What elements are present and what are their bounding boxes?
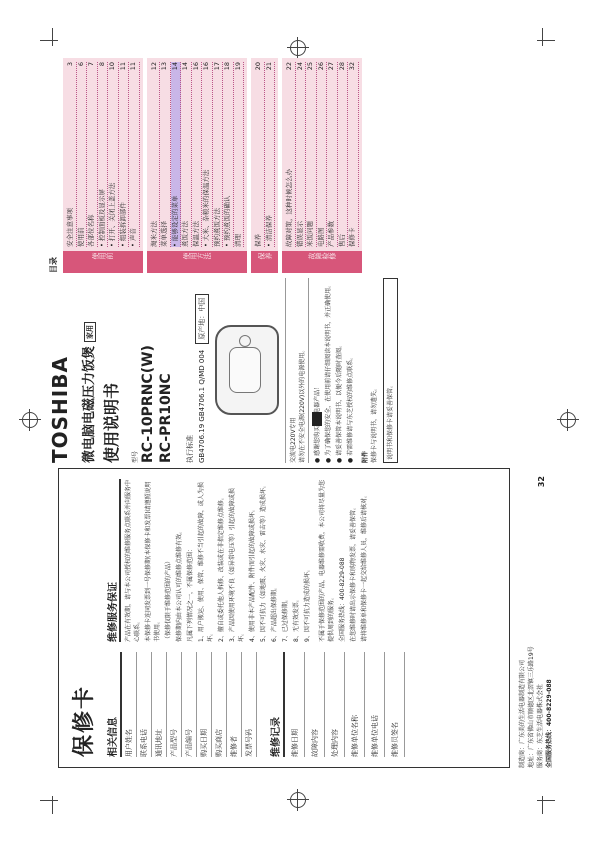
exclusion-item: 8、无有效发票。 <box>293 596 300 642</box>
contents-page-number: 24 <box>295 62 304 71</box>
contents-row <box>87 62 98 247</box>
record-field: 维修单位电话 <box>365 652 385 757</box>
contents-label: • 组装拆卸部件 <box>118 202 127 247</box>
section-tab: 使用方法 <box>147 251 248 273</box>
contents-row <box>327 62 338 247</box>
exclusion-item: 5、因不可抗力（如地震、火灾、水灾、雷击等）造成损坏。 <box>260 482 267 642</box>
contents-label: 安全注意事项 <box>66 208 74 247</box>
contents-label: 保修卡 <box>348 227 356 247</box>
contents-page-number: 27 <box>327 62 335 71</box>
service-heading: 维修服务保证 <box>104 479 121 642</box>
contents-page-number: 17 <box>212 62 221 71</box>
contents-label: 产品参数 <box>327 221 335 247</box>
contents-page-number: 11 <box>129 62 137 71</box>
record-heading: 维修记录 <box>267 652 285 757</box>
contents-label: 淘米方法 <box>149 221 158 247</box>
contents-label: 预约煮饭方法 <box>212 208 221 247</box>
exclusion-item: 6、产品超出保修期。 <box>271 584 278 642</box>
exclusion-item: 2、擅自或委托他人拆修、改装或在非指定维修点维修。 <box>218 494 225 642</box>
exclusion-item: 7、已过保修期。 <box>282 596 289 642</box>
contents-page-number: 28 <box>337 62 346 71</box>
contents-row <box>192 62 203 247</box>
product-name: 微电脑电磁压力饭煲 <box>82 345 97 463</box>
info-field: 产品编号 <box>182 652 197 757</box>
contents-row <box>98 62 109 247</box>
contents-row <box>265 62 276 247</box>
contents-label: 各部位名称 <box>87 214 95 247</box>
info-field: 购买商店 <box>212 652 227 757</box>
contents-section <box>147 58 248 273</box>
warranty-page <box>48 468 553 788</box>
section-items <box>251 58 278 251</box>
contents-list <box>63 58 362 273</box>
section-tab: 保养 <box>251 251 278 273</box>
contents-section <box>282 58 362 273</box>
contents-row <box>150 62 161 247</box>
contents-label: • 声音 <box>129 228 137 247</box>
info-field: 联系电话 <box>137 652 152 757</box>
crop-mark <box>537 800 555 801</box>
record-field: 处理内容 <box>325 652 345 757</box>
registration-mark-icon <box>290 40 306 56</box>
registration-mark-icon <box>290 792 306 808</box>
page-number: 32 <box>537 476 546 488</box>
service-note: 全国服务热线：400-8229-088 <box>339 557 346 642</box>
cooker-button <box>239 336 251 348</box>
model-label: 型号 <box>132 450 139 463</box>
contents-page-number: 26 <box>316 62 325 71</box>
cooker-lid <box>229 348 261 394</box>
info-field: 产品型号 <box>167 652 182 757</box>
contents-page-number: 21 <box>264 62 273 71</box>
origin-badge: 原产地：中国 <box>195 294 209 344</box>
contents-row <box>66 62 77 247</box>
standard-value <box>195 278 209 463</box>
rice-cooker-image <box>215 326 279 416</box>
contents-page-number: 20 <box>254 62 262 71</box>
contents-row <box>254 62 265 247</box>
manufacturer-line: 地址：广东省佛山市顺德区北滘镇三乐路19号 <box>528 646 535 768</box>
product-title <box>78 278 97 463</box>
exclusion-item: 4、使用非本产品配件、附件而引起的故障或损坏。 <box>249 506 256 642</box>
contents-label: • 打开、关闭上盖方法 <box>108 182 116 247</box>
contents-label: • 能够设定的菜单 <box>170 195 179 247</box>
contents-label: 电路图 <box>316 227 325 247</box>
service-paragraph: （保修仅限于维修范围的产品） <box>165 557 172 642</box>
contents-label: • 大米、杂粮米的保温方法 <box>202 169 210 247</box>
section-items <box>147 58 248 251</box>
contents-row <box>306 62 317 247</box>
contents-row <box>213 62 224 247</box>
contents-page-number: 13 <box>160 62 168 71</box>
contents-page-number: 6 <box>76 62 85 67</box>
contents-row <box>202 62 213 247</box>
crop-mark <box>52 28 53 46</box>
info-field: 发票号码 <box>242 652 257 757</box>
crop-mark <box>40 800 58 801</box>
contents-label: 菜单选择 <box>160 221 168 247</box>
contents-row <box>160 62 171 247</box>
contents-page-number: 10 <box>108 62 116 71</box>
contents-label: 米饭问题 <box>306 221 314 247</box>
contents-row <box>223 62 234 247</box>
registration-mark-icon <box>22 412 38 428</box>
contents-label: 煮饭方法 <box>181 221 189 247</box>
intro-bullet: ● 为了确保您的安全，在使用前请仔细阅读本说明书，并正确使用。 <box>325 281 332 463</box>
contents-row <box>348 62 359 247</box>
voltage-warning: 请勿在不安全电源(220V)以外的电源使用。 <box>299 346 306 463</box>
contents-label: 使用前 <box>76 227 85 247</box>
contents-page-number: 11 <box>118 62 127 71</box>
manufacturer-line: 全国服务热线：400-8229-088 <box>546 679 553 768</box>
service-paragraph: 本保修卡连同发票到一号保修期(本保修卡和发票)请遵照说明书使用。 <box>145 481 161 642</box>
accessory-title: 附件 <box>362 450 369 463</box>
contents-row <box>119 62 130 247</box>
manufacturer-info <box>518 468 554 768</box>
cover-page <box>48 278 548 463</box>
contents-page-number: 7 <box>87 62 95 67</box>
contents-row <box>338 62 349 247</box>
model-1: RC-10PRNC(W) <box>140 345 156 463</box>
intro-bullet: ● 若需维修请与东芝授权的维修点联系。 <box>347 353 354 463</box>
contents-row <box>108 62 119 247</box>
standard-label: 执行标准 <box>186 435 194 463</box>
service-notes <box>318 479 369 642</box>
contents-label: • 预约煮饭的确认 <box>223 195 231 247</box>
contents-label: 保温方法 <box>191 221 200 247</box>
service-paragraph: 凡属下列情况之一，不属保修范围： <box>187 545 194 642</box>
contents-page-number: 25 <box>306 62 314 71</box>
section-items <box>63 58 143 251</box>
info-field: 购买日期 <box>197 652 212 757</box>
service-paragraphs <box>124 479 195 642</box>
crop-mark <box>52 796 53 814</box>
contents-page-number: 19 <box>233 62 242 71</box>
exclusion-item: 1、用户搬运、使用、保管、维修不当引起的故障，或人为损坏。 <box>198 482 214 642</box>
contents-row <box>317 62 328 247</box>
record-fields <box>285 652 405 757</box>
info-field: 维修者 <box>227 652 242 757</box>
contents-page <box>48 58 548 273</box>
section-tab: 故障检修 <box>282 251 362 273</box>
contents-label: 清理 <box>233 234 242 247</box>
section-tab: 使用前 <box>63 251 143 273</box>
contents-section <box>251 58 278 273</box>
related-info-heading: 相关信息 <box>104 652 122 757</box>
contents-page-number: 16 <box>191 62 200 71</box>
intro-bullet: ● 请妥善保管本说明书，以便今后随时查阅。 <box>336 341 343 463</box>
rotated-spread <box>48 58 553 788</box>
contents-label: 错误显示 <box>295 221 304 247</box>
voltage-note <box>285 278 309 463</box>
registration-mark-icon <box>560 412 576 428</box>
accessory-item: 保修卡与说明书，请勿遗失。 <box>371 384 378 463</box>
contents-page-number: 12 <box>149 62 158 71</box>
contents-page-number: 3 <box>66 62 74 67</box>
service-paragraph: 产品在有效期，请与本公司授权的维修服务点联系并向服务中心联系。 <box>125 479 141 642</box>
exclusion-item: 3、产品因使用环境不良（如异常电压等）引起的故障或损坏。 <box>229 488 245 642</box>
contents-page-number: 18 <box>223 62 231 71</box>
model-2: RC-PR10NC <box>158 373 174 463</box>
record-field: 维修员签名 <box>385 652 405 757</box>
service-note: 在您维修时请出示保修卡和购物发票，请妥善保管。 <box>350 503 357 642</box>
standard-codes: GB4706.19 GB4706.1 Q/MD 004 <box>198 349 206 463</box>
crop-mark <box>542 28 543 46</box>
contents-title: 目录 <box>49 257 58 273</box>
contents-row <box>77 62 88 247</box>
record-field: 维修单位名称 <box>345 652 365 757</box>
voltage-label: 交流电220V专用 <box>290 417 297 463</box>
contents-label: • 控制面板及显示屏 <box>97 189 106 247</box>
info-fields <box>122 652 257 757</box>
contents-section <box>63 58 143 273</box>
warranty-columns <box>98 479 405 757</box>
contents-page-number: 14 <box>170 62 179 71</box>
contents-row <box>234 62 245 247</box>
contents-page-number: 8 <box>97 62 106 67</box>
manufacturer-line: 服务商：东芝生活电器株式会社 <box>537 683 544 768</box>
section-items <box>282 58 362 251</box>
service-note: 请将维修单和保修卡一起交给维修人员，维修后请核对。 <box>361 491 368 642</box>
crop-mark <box>40 40 58 41</box>
contents-label: 故障对策，这种时候怎么办 <box>285 169 293 247</box>
info-column <box>98 652 405 757</box>
info-field: 通讯地址 <box>152 652 167 757</box>
contents-page-number: 16 <box>202 62 210 71</box>
service-column <box>98 479 405 642</box>
service-note: 不属于保修范围的产品，电器维修需收费，本公司将尽量为您提供周到的服务。 <box>319 479 335 642</box>
contents-page-number: 22 <box>285 62 293 71</box>
record-field: 故障内容 <box>305 652 325 757</box>
accessory-section <box>361 278 398 463</box>
contents-row <box>181 62 192 247</box>
intro-bullet: ● 感谢您购买东芝电器产品！ <box>314 383 321 463</box>
contents-page-number: 32 <box>348 62 356 71</box>
contents-label: • 清洁保养 <box>264 215 273 247</box>
intro-bullets <box>313 278 355 463</box>
keep-note-box: 说明书和保修卡请妥善保管。 <box>383 278 398 463</box>
info-field: 用户姓名 <box>122 652 137 757</box>
exclusion-item: 9、因不可抗力造成的损坏。 <box>304 566 311 642</box>
household-tag: 家用 <box>84 322 96 342</box>
brand-logo: TOSHIBA <box>48 356 72 463</box>
warranty-title: 保修卡 <box>72 684 97 757</box>
warranty-card <box>58 468 510 768</box>
contents-row <box>296 62 307 247</box>
contents-row <box>171 62 182 247</box>
crop-mark <box>537 40 555 41</box>
contents-page-number: 14 <box>181 62 189 71</box>
contents-row <box>129 62 140 247</box>
contents-row <box>285 62 296 247</box>
exclusion-list <box>197 479 312 642</box>
manufacturer-line: 制造商：广东美的生活电器制造有限公司 <box>519 659 526 768</box>
record-field: 维修日期 <box>285 652 305 757</box>
contents-label: 保养 <box>254 234 262 247</box>
contents-label: 售后 <box>337 234 346 247</box>
service-paragraph: 保修期内由本公司认可的维修点维修有效。 <box>176 527 183 642</box>
crop-mark <box>542 796 543 814</box>
manual-title: 使用说明书 <box>102 382 121 463</box>
